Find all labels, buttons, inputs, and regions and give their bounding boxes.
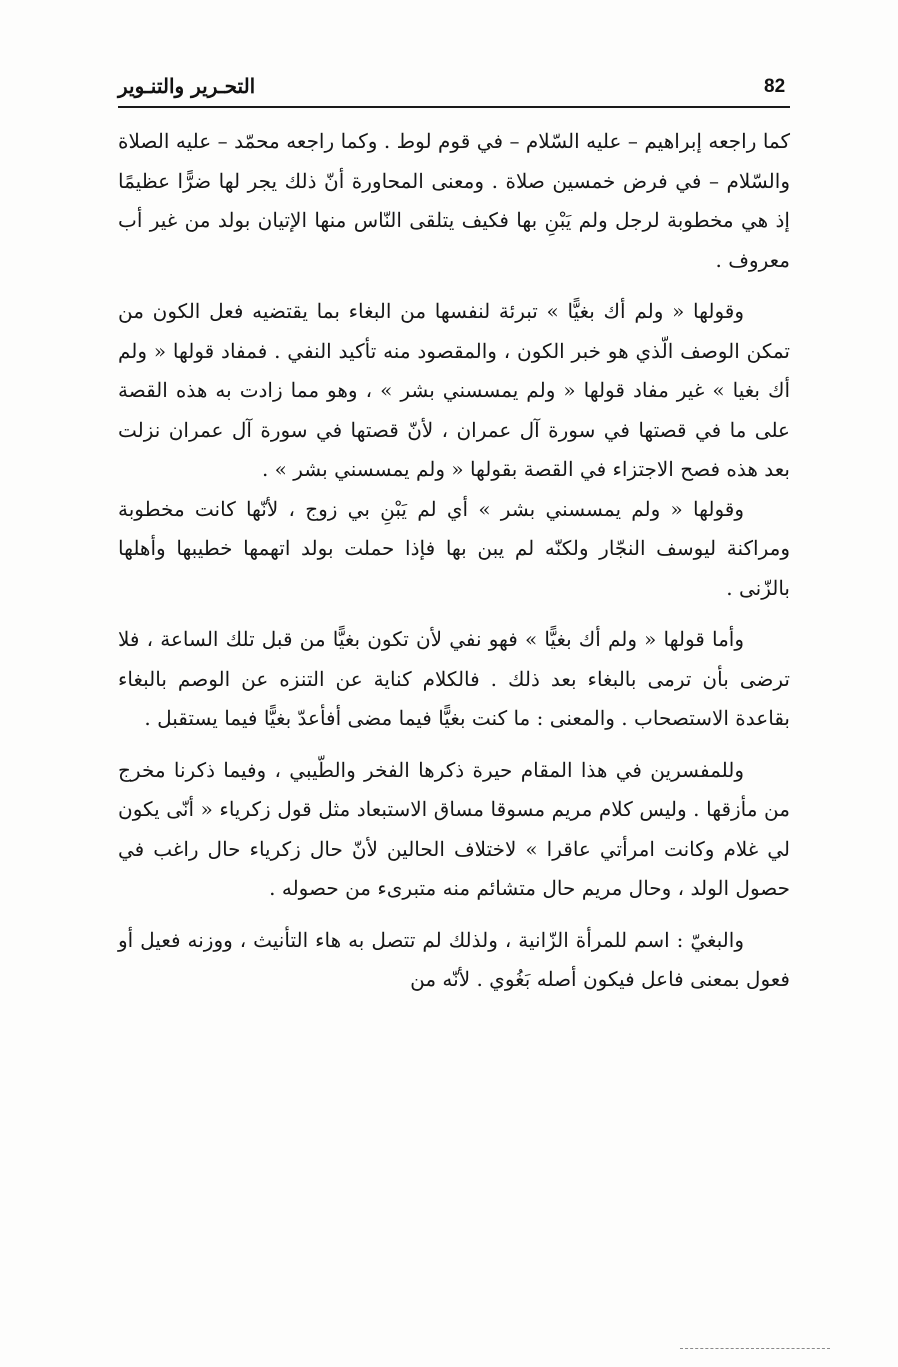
header-rule xyxy=(118,106,790,108)
paragraph: وأما قولها « ولم أك بغيًّا » فهو نفي لأن تكون بغيًّا من قبل تلك الساعة ، فلا ترضى بأن ترمى بالبغاء بعد ذلك . فالكلام كناية عن التنزه عن الوصم بالبغاء بقاعدة الاستصحاب . والمعنى : ما كنت بغيًّا فيما مضى أفأعدّ بغيًّا فيما يستقبل . xyxy=(118,627,790,730)
paragraph: وللمفسرين في هذا المقام حيرة ذكرها الفخر والطّيبي ، وفيما ذكرنا مخرج من مأزقها . وليس كلام مريم مسوقا مساق الاستبعاد مثل قول زكرياء « أنّى يكون لي غلام وكانت امرأتي عاقرا » لاختلاف الحالين لأنّ حال زكرياء حال راغب في حصول الولد ، وحال مريم حال متشائم منه متبرىء من حصوله . xyxy=(118,757,790,900)
page-number: 82 xyxy=(764,76,786,97)
page-header xyxy=(118,68,790,108)
body-text xyxy=(118,122,790,1000)
paragraph: وقولها « ولم يمسسني بشر » أي لم يَبْنِ بي زوج ، لأنّها كانت مخطوبة ومراكنة ليوسف النجّار ولكنّه لم يبن بها فإذا حملت بولد اتهمها خطيبها وأهلها بالزّنى . xyxy=(118,496,790,600)
paragraph: وقولها « ولم أك بغيًّا » تبرئة لنفسها من البغاء بما يقتضيه فعل الكون من تمكن الوصف الّذي هو خبر الكون ، والمقصود منه تأكيد النفي . فمفاد قولها « ولم أك بغيا » غير مفاد قولها « ولم يمسسني بشر » ، وهو مما زادت به هذه القصة على ما في قصتها في سورة آل عمران ، لأنّ قصتها في سورة آل عمران نزلت بعد هذه فصح الاجتزاء في القصة بقولها « ولم يمسسني بشر » . xyxy=(118,299,790,481)
scan-edge-mark xyxy=(680,1348,830,1349)
running-head: التحـرير والتنـوير xyxy=(118,74,256,98)
paragraph: كما راجعه إبراهيم – عليه السّلام – في قوم لوط . وكما راجعه محمّد – عليه الصلاة والسّلام – في فرض خمسين صلاة . ومعنى المحاورة أنّ ذلك يجر لها ضرًّا عظيمًا إذ هي مخطوبة لرجل ولم يَبْنِ بها فكيف يتلقى النّاس منها الإتيان بولد من غير أب معروف . xyxy=(118,129,790,272)
paragraph: والبغيّ : اسم للمرأة الزّانية ، ولذلك لم تتصل به هاء التأنيث ، ووزنه فعيل أو فعول بمعنى فاعل فيكون أصله بَغُوي . لأنّه من xyxy=(118,927,790,991)
